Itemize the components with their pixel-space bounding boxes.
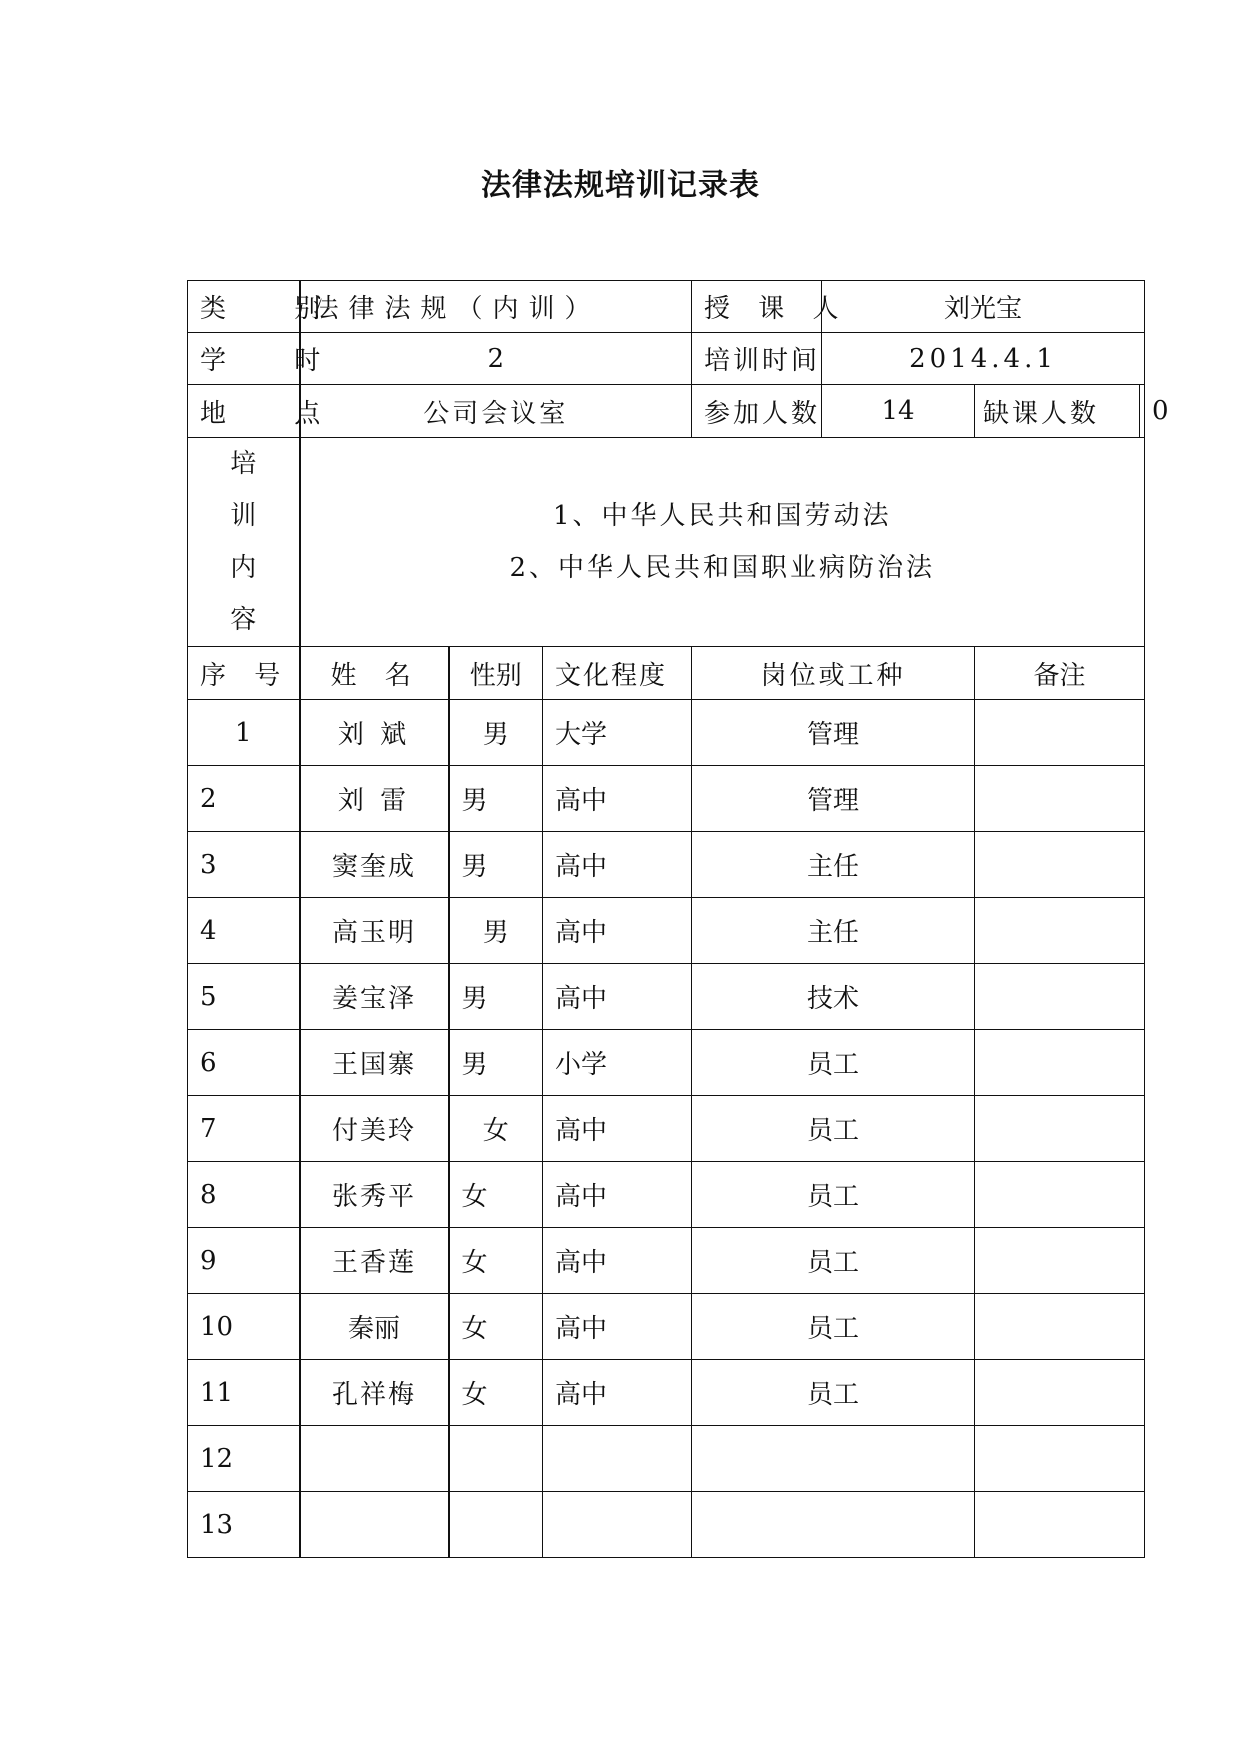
row-no: 12 — [188, 1426, 300, 1492]
row-position: 主任 — [692, 832, 975, 898]
hours-value: 2 — [300, 333, 692, 385]
row-no: 8 — [188, 1162, 300, 1228]
row-note — [975, 964, 1145, 1030]
attendees-value: 14 — [822, 385, 975, 438]
row-position: 技术 — [692, 964, 975, 1030]
row-no: 9 — [188, 1228, 300, 1294]
content-item: 1、中华人民共和国劳动法 — [552, 501, 892, 531]
table-row — [188, 832, 1145, 898]
col-header-position: 岗位或工种 — [692, 647, 975, 700]
row-position: 员工 — [692, 1360, 975, 1426]
absent-label: 缺课人数 — [975, 385, 1140, 437]
table-row — [188, 964, 1145, 1030]
row-note — [975, 1096, 1145, 1162]
table-row — [188, 1096, 1145, 1162]
row-gender: 女 — [449, 1228, 543, 1294]
row-no: 6 — [188, 1030, 300, 1096]
content-text — [300, 438, 1145, 647]
row-note — [975, 766, 1145, 832]
row-no: 1 — [188, 700, 300, 766]
row-no: 5 — [188, 964, 300, 1030]
row-position — [692, 1426, 975, 1492]
row-gender: 女 — [449, 1096, 543, 1162]
row-note — [975, 1294, 1145, 1360]
content-label-char: 内 — [230, 553, 257, 583]
row-note — [975, 898, 1145, 964]
row-gender: 男 — [449, 700, 543, 766]
row-name: 秦丽 — [300, 1294, 449, 1360]
row-no: 13 — [188, 1492, 300, 1558]
row-education: 高中 — [543, 964, 692, 1030]
instructor-value: 刘光宝 — [822, 281, 1145, 333]
row-name: 王香莲 — [300, 1228, 449, 1294]
row-education — [543, 1492, 692, 1558]
row-name: 刘 斌 — [300, 700, 449, 766]
table-row — [188, 700, 1145, 766]
absent-value: 0 — [1152, 396, 1169, 426]
row-no: 2 — [188, 766, 300, 832]
row-name: 孔祥梅 — [300, 1360, 449, 1426]
row-note — [975, 1228, 1145, 1294]
attendees-label: 参加人数 — [692, 385, 822, 438]
row-education: 高中 — [543, 1162, 692, 1228]
table-row — [188, 1030, 1145, 1096]
row-gender: 女 — [449, 1162, 543, 1228]
page-title: 法律法规培训记录表 — [481, 168, 760, 203]
row-note — [975, 1360, 1145, 1426]
row-gender: 女 — [449, 1294, 543, 1360]
row-education: 高中 — [543, 766, 692, 832]
table-header — [188, 647, 1145, 700]
col-header-name: 姓 名 — [300, 647, 449, 700]
location-value: 公司会议室 — [300, 385, 692, 438]
row-gender — [449, 1492, 543, 1558]
row-position: 管理 — [692, 766, 975, 832]
row-gender: 女 — [449, 1360, 543, 1426]
category-value: 法律法规（内训） — [300, 281, 692, 333]
row-gender: 男 — [449, 832, 543, 898]
row-no: 7 — [188, 1096, 300, 1162]
content-item: 2、中华人民共和国职业病防治法 — [509, 553, 936, 583]
row-no: 3 — [188, 832, 300, 898]
row-no: 11 — [188, 1360, 300, 1426]
col-header-gender: 性别 — [449, 647, 543, 700]
row-note — [975, 700, 1145, 766]
category-label: 类 别 — [188, 281, 300, 333]
row-name: 刘 雷 — [300, 766, 449, 832]
row-name — [300, 1426, 449, 1492]
row-no: 4 — [188, 898, 300, 964]
table-row — [188, 1360, 1145, 1426]
row-education: 高中 — [543, 1096, 692, 1162]
row-name: 高玉明 — [300, 898, 449, 964]
row-name — [300, 1492, 449, 1558]
row-education: 小学 — [543, 1030, 692, 1096]
row-note — [975, 1030, 1145, 1096]
hours-label: 学 时 — [188, 333, 300, 385]
content-label-char: 培 — [230, 449, 257, 479]
row-position: 员工 — [692, 1294, 975, 1360]
row-name: 付美玲 — [300, 1096, 449, 1162]
table-row — [188, 1426, 1145, 1492]
table-row — [188, 1162, 1145, 1228]
instructor-label: 授 课 人 — [692, 281, 822, 333]
table-row — [188, 766, 1145, 832]
content-label-char: 容 — [230, 605, 257, 635]
table-row — [188, 1492, 1145, 1558]
row-note — [975, 1162, 1145, 1228]
row-education: 高中 — [543, 832, 692, 898]
row-position — [692, 1492, 975, 1558]
row-note — [975, 1426, 1145, 1492]
row-position: 员工 — [692, 1162, 975, 1228]
row-note — [975, 832, 1145, 898]
row-position: 员工 — [692, 1030, 975, 1096]
row-position: 管理 — [692, 700, 975, 766]
info-row-location — [188, 385, 1145, 438]
content-row — [188, 438, 1145, 647]
row-education: 高中 — [543, 1228, 692, 1294]
col-header-education: 文化程度 — [543, 647, 692, 700]
row-education: 高中 — [543, 1360, 692, 1426]
row-position: 员工 — [692, 1228, 975, 1294]
location-label: 地 点 — [188, 385, 300, 438]
row-gender: 男 — [449, 1030, 543, 1096]
row-name: 王国寨 — [300, 1030, 449, 1096]
info-row-category — [188, 281, 1145, 333]
content-label — [188, 438, 300, 647]
date-value: 2014.4.1 — [822, 333, 1145, 385]
col-header-note: 备注 — [975, 647, 1145, 700]
row-no: 10 — [188, 1294, 300, 1360]
row-name: 姜宝泽 — [300, 964, 449, 1030]
row-note — [975, 1492, 1145, 1558]
row-name: 窦奎成 — [300, 832, 449, 898]
training-record-table — [187, 280, 1169, 1558]
row-education: 高中 — [543, 1294, 692, 1360]
col-header-no: 序 号 — [188, 647, 300, 700]
row-gender: 男 — [449, 766, 543, 832]
row-gender: 男 — [449, 964, 543, 1030]
row-position: 员工 — [692, 1096, 975, 1162]
row-name: 张秀平 — [300, 1162, 449, 1228]
table-row — [188, 898, 1145, 964]
row-education — [543, 1426, 692, 1492]
row-position: 主任 — [692, 898, 975, 964]
table-row — [188, 1294, 1145, 1360]
date-label: 培训时间 — [692, 333, 822, 385]
row-education: 大学 — [543, 700, 692, 766]
info-row-hours — [188, 333, 1145, 385]
row-gender — [449, 1426, 543, 1492]
row-gender: 男 — [449, 898, 543, 964]
row-education: 高中 — [543, 898, 692, 964]
content-label-char: 训 — [230, 501, 257, 531]
table-row — [188, 1228, 1145, 1294]
